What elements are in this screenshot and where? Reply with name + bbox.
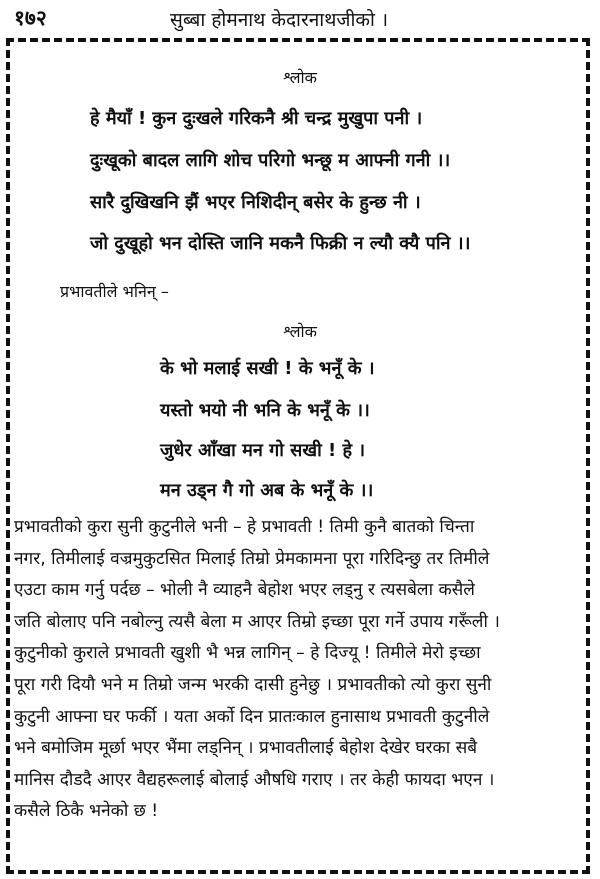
prose-line: पूरा गरी दियौ भने म तिम्रो जन्म भरकी दासी हुनेछु । प्रभावतीको त्यो कुरा सुनी — [14, 674, 492, 695]
prose-line: प्रभावतीको कुरा सुनी कुटुनीले भनी – हे प्रभावती ! तिमी कुनै बातको चिन्ता — [14, 517, 475, 537]
verse-heading: श्लोक — [283, 68, 317, 87]
prose-line: कुटुनीको कुराले प्रभावती खुशी भै भन्न लागिन् – हे दिज्यू ! तिमीले मेरो इच्छा — [14, 643, 481, 664]
verse-line: जो दुखूहो भन दोस्ति जानि मकनै फिक्री न ल्यौ क्यै पनि ।। — [90, 233, 471, 254]
prose-line: एउटा काम गर्नु पर्दछ – भोली नै व्याहनै बेहोश भएर लड्नु र त्यसबेला कसैले — [14, 580, 475, 601]
prose-line: मानिस दौडदै आएर वैद्यहरूलाई बोलाई औषधि गराए । तर केही फायदा भएन । — [14, 769, 495, 790]
prose-line: नगर, तिमीलाई वज्रमुकुटसित मिलाई तिम्रो प्रेमकामना पूरा गरिदिन्छु तर तिमीले — [14, 548, 490, 569]
intro-text: प्रभावतीले भनिन् – — [60, 282, 169, 301]
page-number: १७२ — [14, 6, 47, 30]
verse-line: हे मैयाँ ! कुन दुःखले गरिकनै श्री चन्द्र मुखुपा पनी । — [90, 108, 423, 129]
prose-line: कसैले ठिकै भनेको छ ! — [14, 801, 159, 822]
prose-line: कुटुनी आफ्ना घर फर्की । यता अर्को दिन प्रातःकाल हुनासाथ प्रभावती कुटुनीले — [14, 706, 490, 727]
verse-line: जुधेर आँखा मन गो सखी ! हे । — [160, 440, 366, 461]
verse-line: यस्तो भयो नी भनि के भनूँ के ।। — [160, 400, 370, 421]
page-header — [0, 0, 600, 36]
prose-line: जति बोलाए पनि नबोल्नु त्यसै बेला म आएर तिम्रो इच्छा पूरा गर्ने उपाय गरूँली । — [14, 611, 500, 632]
verse-line: दुःखूको बादल लागि शोच परिगो भन्छू म आफ्नी गनी ।। — [90, 150, 451, 171]
prose-paragraph — [14, 512, 586, 828]
verse-line: के भो मलाई सखी ! के भनूँ के । — [160, 358, 375, 379]
running-title: सुब्बा होमनाथ केदारनाथजीको । — [170, 9, 389, 31]
prose-line: भने बमोजिम मूर्छा भएर भैंमा लड्निन् । प्रभावतीलाई बेहोश देखेर घरका सबै — [14, 738, 478, 759]
verse-line: सारै दुखिखनि झैं भएर निशिदीन् बसेर के हुन्छ नी । — [90, 192, 421, 213]
verse-line: मन उड्न गै गो अब के भनूँ के ।। — [160, 480, 374, 501]
verse-heading: श्लोक — [283, 322, 317, 341]
